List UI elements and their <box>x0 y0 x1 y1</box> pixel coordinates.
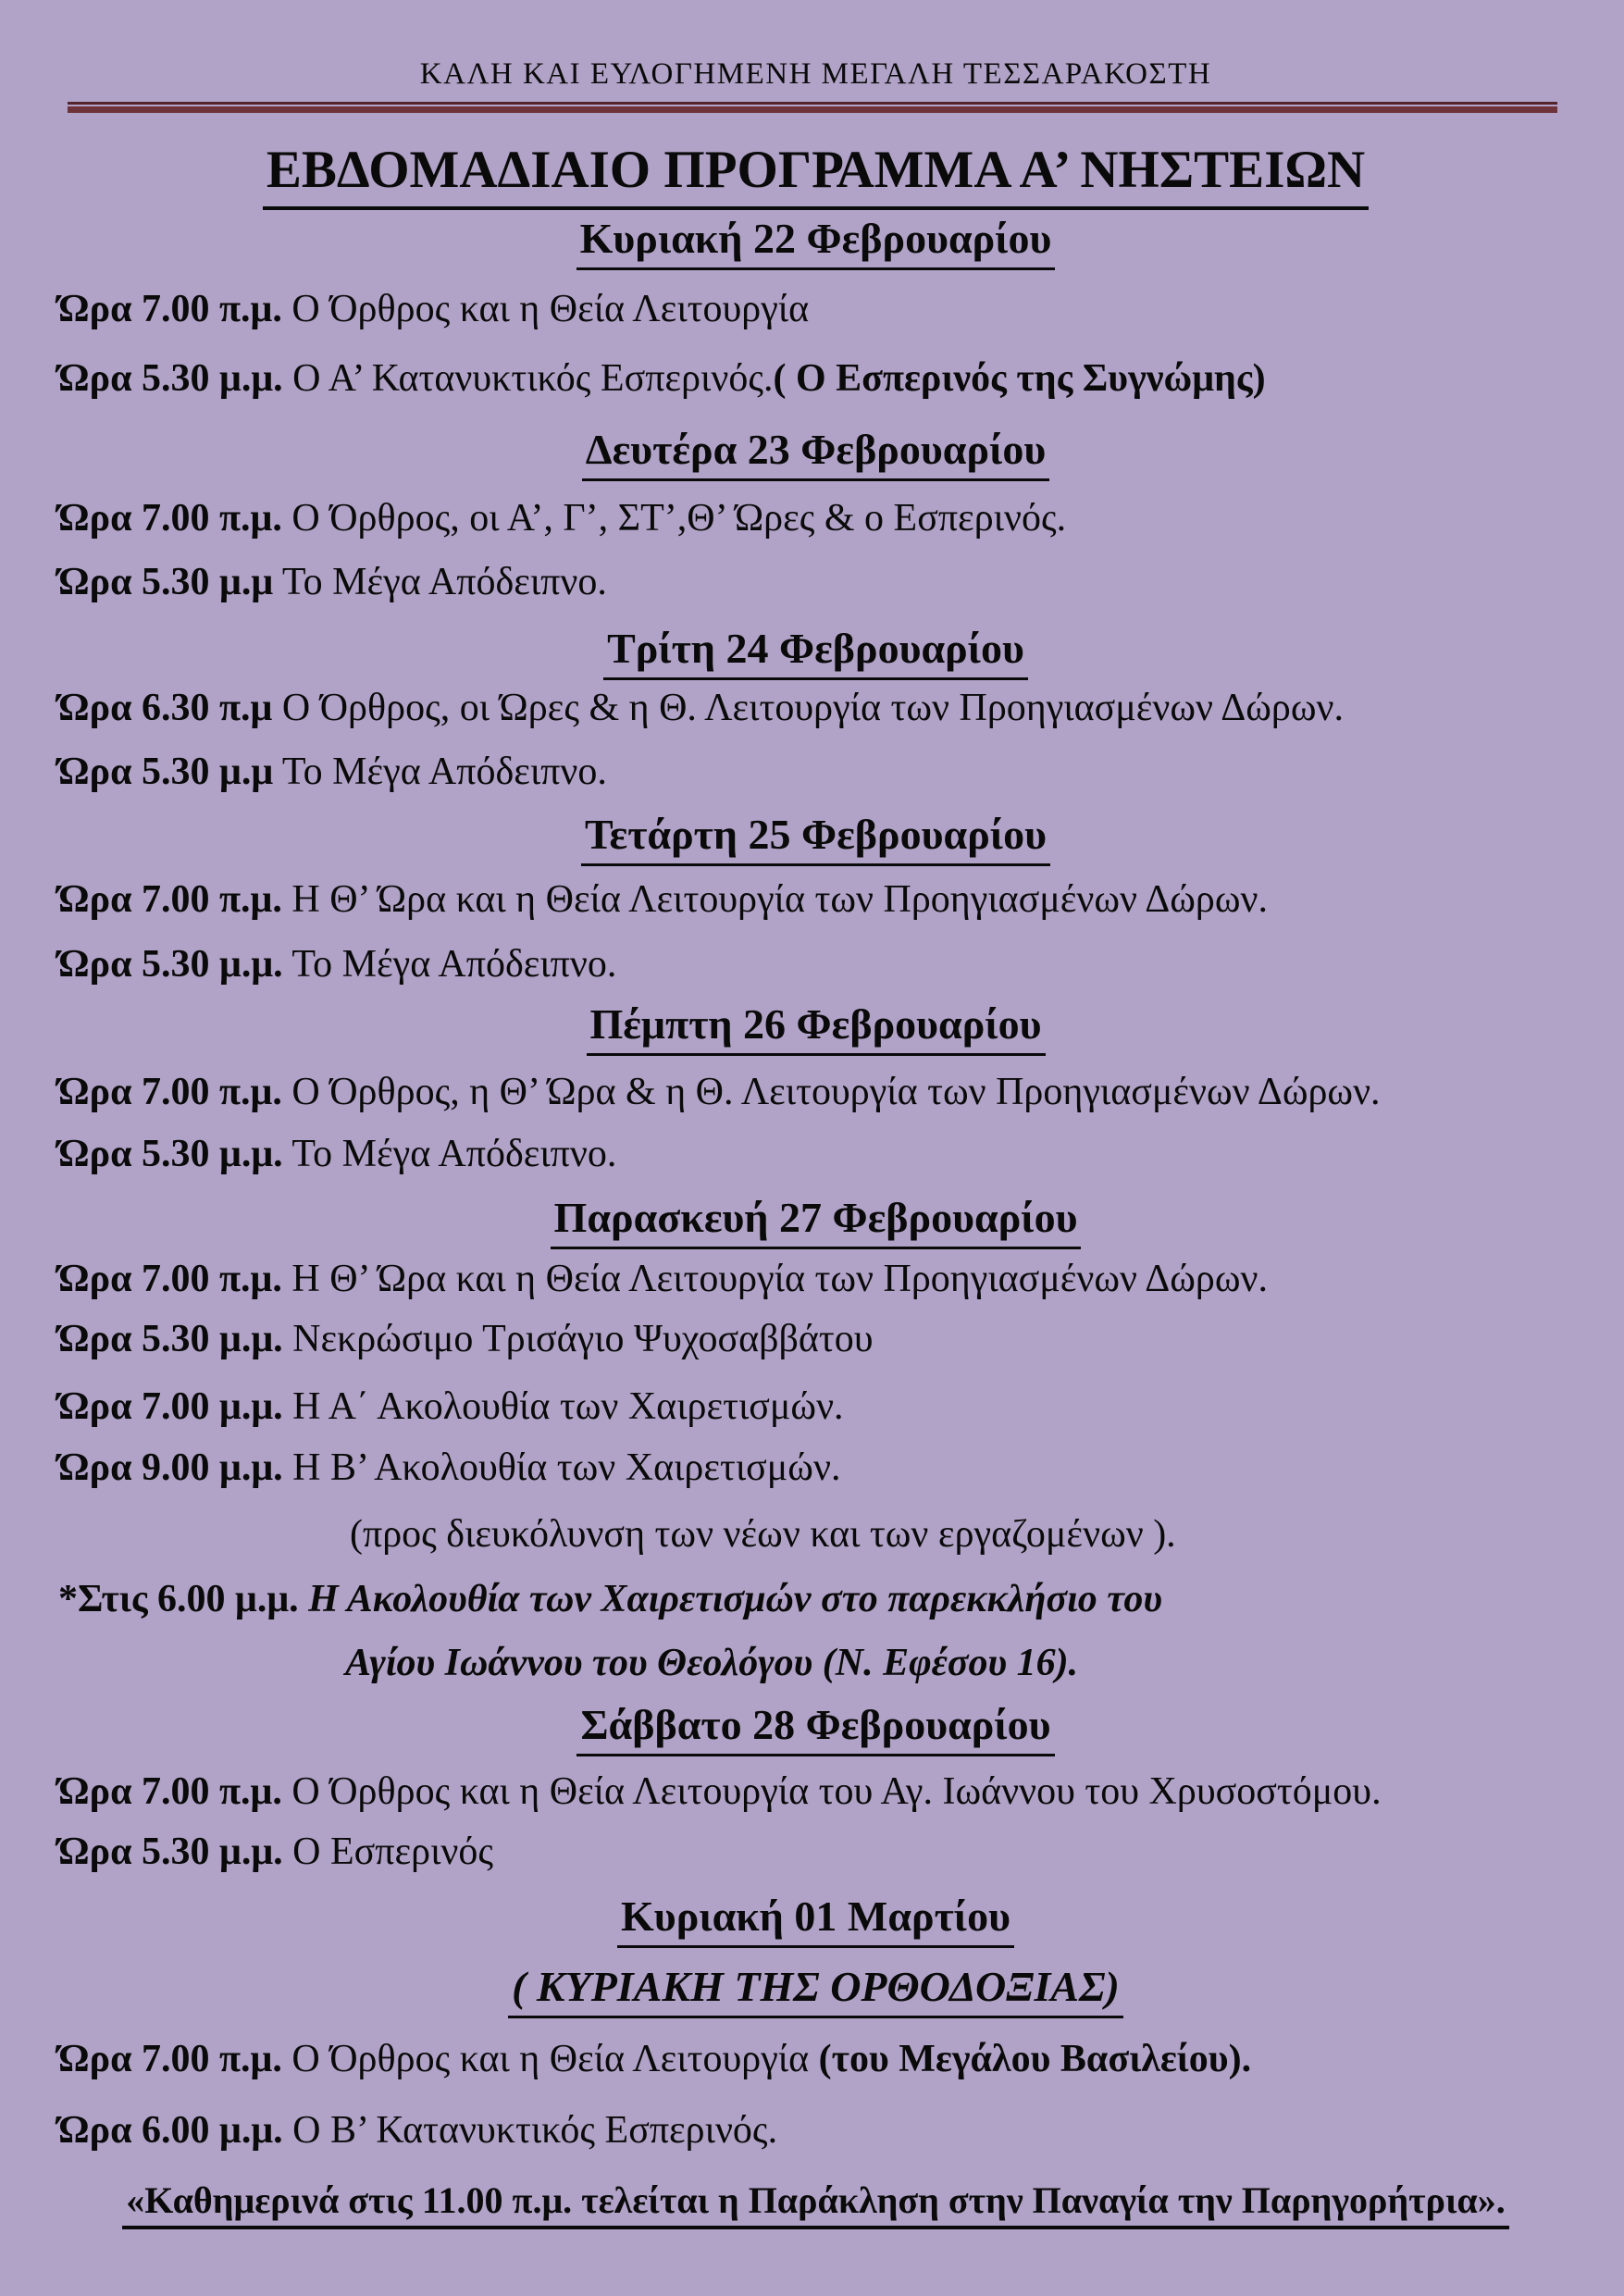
entry-text: Η Β’ Ακολουθία των Χαιρετισμών. <box>292 1446 841 1489</box>
entry-text: Το Μέγα Απόδειπνο. <box>281 561 607 603</box>
schedule-entry <box>58 2038 1573 2081</box>
divider-thick-line <box>68 106 1557 113</box>
banner-text: ΚΑΛΗ ΚΑΙ ΕΥΛΟΓΗΜΕΝΗ ΜΕΓΑΛΗ ΤΕΣΣΑΡΑΚΟΣΤΗ <box>419 57 1212 91</box>
day-header-text: Κυριακή 22 Φεβρουαρίου <box>576 215 1056 270</box>
schedule-entry <box>58 288 1573 331</box>
schedule-entry <box>58 1258 1573 1301</box>
entry-text: Ο Β’ Κατανυκτικός Εσπερινός. <box>292 2109 778 2152</box>
orthodoxy-subheader-text: ( ΚΥΡΙΑΚΗ ΤΗΣ ΟΡΘΟΔΟΞΙΑΣ) <box>508 1963 1123 2018</box>
entry-time: Ώρα 6.30 π.μ <box>58 687 273 729</box>
entry-time: Ώρα 5.30 μ.μ. <box>58 943 283 986</box>
header-divider <box>68 102 1557 113</box>
entry-text: Η Θ’ Ώρα και η Θεία Λειτουργία των Προηγιασμένων Δώρων. <box>291 878 1268 921</box>
schedule-entry <box>58 1133 1573 1176</box>
entry-time: Ώρα 5.30 μ.μ <box>58 751 274 793</box>
day-header-text: Τετάρτη 25 Φεβρουαρίου <box>581 811 1050 866</box>
note-line: (προς διευκόλυνση των νέων και των εργαζομένων ). <box>350 1513 1176 1556</box>
entry-text: Ο Όρθρος, οι Ώρες & η Θ. Λειτουργία των Προηγιασμένων Δώρων. <box>281 687 1344 729</box>
entry-time: Ώρα 5.30 μ.μ. <box>58 357 283 400</box>
day-header <box>58 426 1573 481</box>
entry-time: Ώρα 7.00 π.μ. <box>58 2038 282 2080</box>
note-time: *Στις 6.00 μ.μ. <box>58 1578 299 1620</box>
entry-time: Ώρα 7.00 π.μ. <box>58 1258 282 1300</box>
day-header-text: Τρίτη 24 Φεβρουαρίου <box>603 625 1028 680</box>
footer-note <box>58 2180 1573 2229</box>
entry-time: Ώρα 7.00 π.μ. <box>58 1071 282 1113</box>
schedule-entry <box>58 1831 1573 1874</box>
schedule-entry <box>58 357 1573 401</box>
schedule-entry <box>58 1770 1573 1814</box>
entry-time: Ώρα 7.00 μ.μ. <box>58 1385 283 1428</box>
note-text: Η Ακολουθία των Χαιρετισμών στο παρεκκλήσιο του <box>308 1578 1162 1620</box>
divider-thin-line <box>68 102 1557 105</box>
entry-time: Ώρα 6.00 μ.μ. <box>58 2109 283 2152</box>
entry-text: Το Μέγα Απόδειπνο. <box>291 1133 617 1175</box>
schedule-entry <box>58 943 1573 987</box>
orthodoxy-subheader <box>58 1963 1573 2018</box>
entry-text: Ο Εσπερινός <box>292 1831 494 1873</box>
entry-time: Ώρα 7.00 π.μ. <box>58 497 282 540</box>
entry-text: Ο Όρθρος και η Θεία Λειτουργία <box>291 288 810 330</box>
day-header <box>58 811 1573 866</box>
entry-time: Ώρα 7.00 π.μ. <box>58 288 282 330</box>
program-title-text: ΕΒΔΟΜΑΔΙΑΙΟ ΠΡΟΓΡΑΜΜΑ Α’ ΝΗΣΤΕΙΩΝ <box>263 141 1369 210</box>
footer-note-text: «Καθημερινά στις 11.00 π.μ. τελείται η Παράκληση στην Παναγία την Παρηγορήτρια». <box>122 2180 1509 2229</box>
day-header-text: Παρασκευή 27 Φεβρουαρίου <box>551 1194 1082 1249</box>
day-header-text: Σάββατο 28 Φεβρουαρίου <box>576 1701 1054 1756</box>
entry-text: Ο Όρθρος και η Θεία Λειτουργία <box>291 2038 810 2080</box>
entry-time: Ώρα 9.00 μ.μ. <box>58 1446 283 1489</box>
schedule-entry <box>58 497 1573 540</box>
day-header-text: Κυριακή 01 Μαρτίου <box>617 1893 1014 1948</box>
entry-text: Νεκρώσιμο Τρισάγιο Ψυχοσαββάτου <box>292 1318 874 1360</box>
schedule-entry <box>58 561 1573 604</box>
entry-time: Ώρα 5.30 μ.μ. <box>58 1133 283 1175</box>
entry-text: Η Α΄ Ακολουθία των Χαιρετισμών. <box>292 1385 844 1428</box>
day-header <box>58 1701 1573 1756</box>
schedule-entry <box>58 2109 1573 2153</box>
entry-time: Ώρα 7.00 π.μ. <box>58 1770 282 1813</box>
schedule-entry <box>58 1446 1573 1490</box>
entry-time: Ώρα 7.00 π.μ. <box>58 878 282 921</box>
program-title <box>58 141 1573 210</box>
entry-text: Ο Α’ Κατανυκτικός Εσπερινός. <box>292 357 774 400</box>
entry-text-bold: (του Μεγάλου Βασιλείου). <box>809 2038 1252 2080</box>
schedule-entry <box>58 1071 1573 1114</box>
entry-text: Το Μέγα Απόδειπνο. <box>291 943 617 986</box>
day-header <box>58 1000 1573 1056</box>
schedule-entry <box>58 1318 1573 1361</box>
day-header <box>58 1194 1573 1249</box>
chapel-note-line-2: Αγίου Ιωάννου του Θεολόγου (Ν. Εφέσου 16). <box>345 1642 1079 1684</box>
day-header <box>58 625 1573 680</box>
entry-time: Ώρα 5.30 μ.μ. <box>58 1318 283 1360</box>
schedule-entry <box>58 687 1573 730</box>
day-header <box>58 215 1573 270</box>
day-header-text: Πέμπτη 26 Φεβρουαρίου <box>587 1000 1046 1056</box>
entry-time: Ώρα 5.30 μ.μ. <box>58 1831 283 1873</box>
entry-text: Ο Όρθρος και η Θεία Λειτουργία του Αγ. Ιωάννου του Χρυσοστόμου. <box>291 1770 1382 1813</box>
schedule-entry <box>58 1385 1573 1429</box>
schedule-entry <box>58 751 1573 794</box>
entry-time: Ώρα 5.30 μ.μ <box>58 561 274 603</box>
day-header-text: Δευτέρα 23 Φεβρουαρίου <box>582 426 1049 481</box>
entry-text: Η Θ’ Ώρα και η Θεία Λειτουργία των Προηγιασμένων Δώρων. <box>291 1258 1268 1300</box>
entry-text: Το Μέγα Απόδειπνο. <box>281 751 607 793</box>
entry-text: Ο Όρθρος, οι Α’, Γ’, ΣΤ’,Θ’ Ώρες & ο Εσπερινός. <box>291 497 1067 540</box>
entry-text: Ο Όρθρος, η Θ’ Ώρα & η Θ. Λειτουργία των Προηγιασμένων Δώρων. <box>291 1071 1381 1113</box>
day-header <box>58 1893 1573 1948</box>
chapel-note-line <box>58 1578 1573 1621</box>
entry-text-bold: ( Ο Εσπερινός της Συγνώμης) <box>773 357 1266 400</box>
schedule-entry <box>58 878 1573 922</box>
